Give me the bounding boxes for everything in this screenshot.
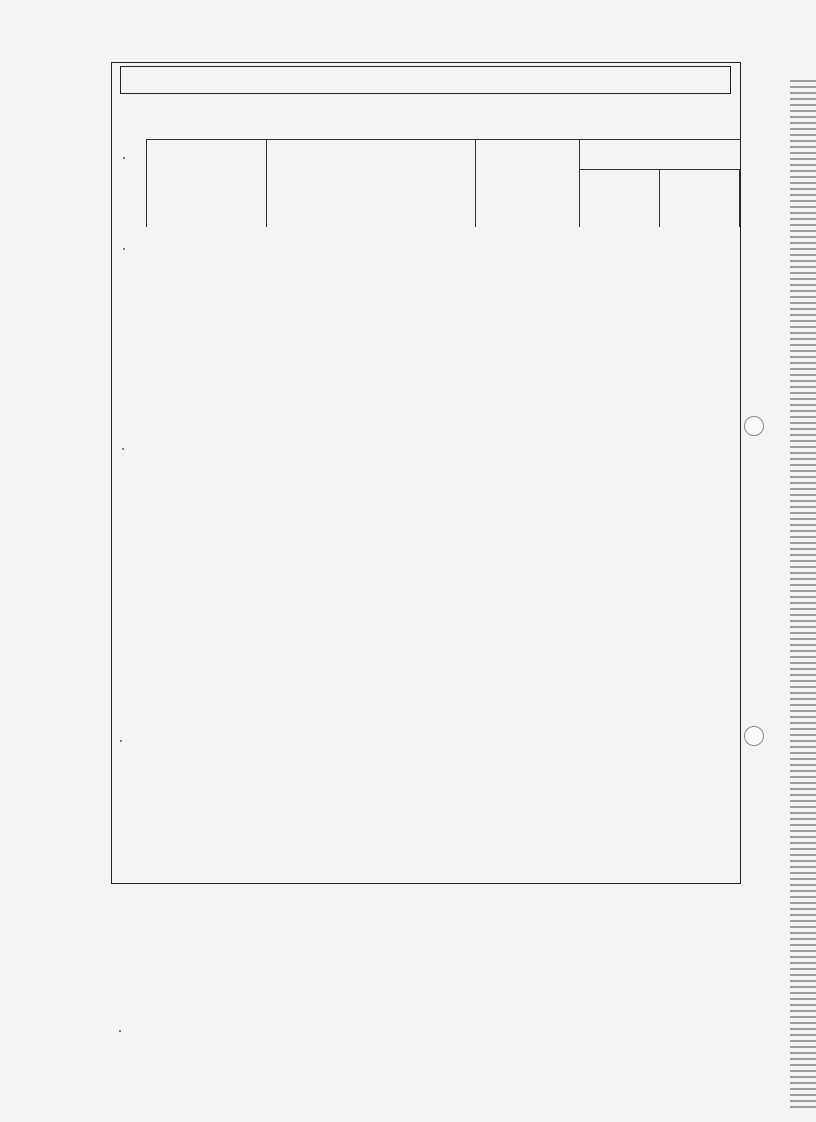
speck [120, 740, 122, 742]
speck [123, 157, 125, 159]
binder-ring-bottom [744, 726, 764, 746]
speck [119, 1030, 121, 1032]
header-buy [579, 169, 659, 227]
header-list [146, 139, 266, 227]
binder-ring-top [744, 416, 764, 436]
header-year [475, 139, 579, 227]
header-model [266, 139, 475, 227]
section-subtitle [132, 103, 732, 119]
section-title [120, 66, 731, 94]
binder-spiral [790, 80, 816, 1110]
header-sum [579, 139, 740, 169]
header-rent [659, 169, 740, 227]
speck [122, 448, 124, 450]
speck [123, 248, 125, 250]
